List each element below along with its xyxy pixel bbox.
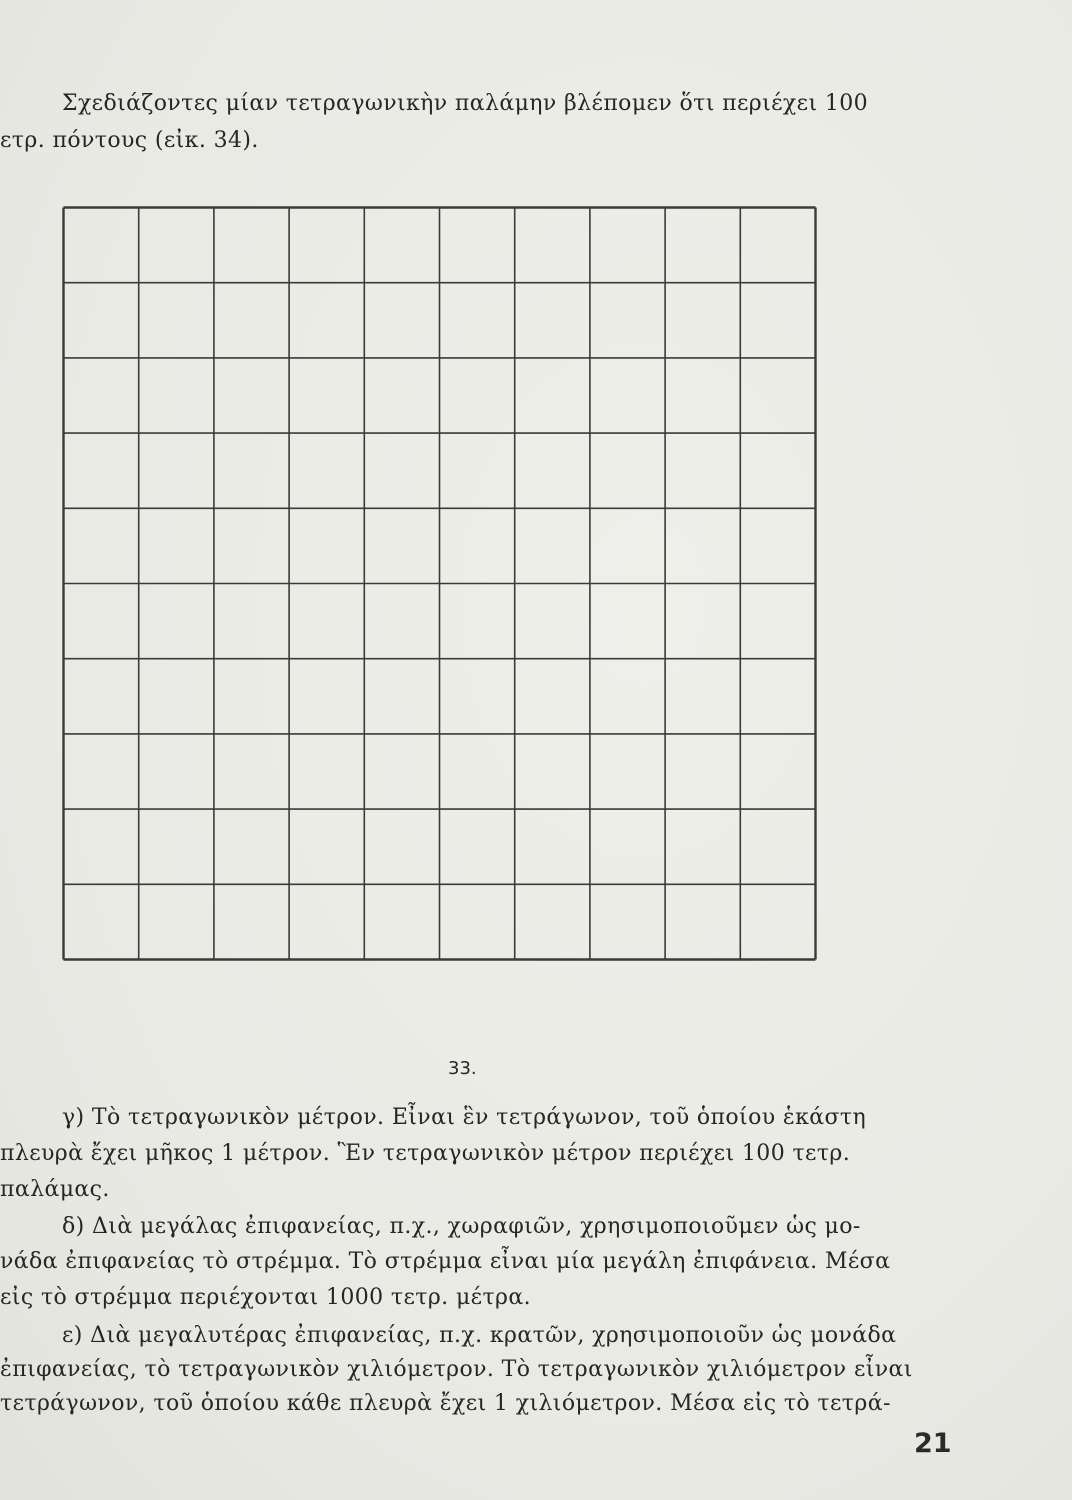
intro-line-2: ετρ. πόντους (εἰκ. 34). [0, 128, 259, 153]
figure-label: 33. [448, 1058, 477, 1079]
gamma-line-3: παλάμας. [0, 1177, 110, 1202]
epsilon-line-1: ε) Διὰ μεγαλυτέρας ἐπιφανείας, π.χ. κρατῶν, χρησιμοποιοῦν ὡς μονάδα [62, 1323, 897, 1348]
delta-line-1: δ) Διὰ μεγάλας ἐπιφανείας, π.χ., χωραφιῶν, χρησιμοποιοῦμεν ὡς μο- [62, 1214, 861, 1239]
page-number: 21 [914, 1428, 952, 1459]
delta-line-2: νάδα ἐπιφανείας τὸ στρέμμα. Τὸ στρέμμα εἶναι μία μεγάλη ἐπιφάνεια. Μέσα [0, 1249, 891, 1274]
gamma-line-1: γ) Τὸ τετραγωνικὸν μέτρον. Εἶναι ἓν τετράγωνον, τοῦ ὁποίου ἑκάστη [62, 1105, 867, 1130]
grid-svg [62, 206, 817, 961]
square-grid-figure [62, 206, 817, 961]
gamma-line-2: πλευρὰ ἔχει μῆκος 1 μέτρον. Ἓν τετραγωνικὸν μέτρον περιέχει 100 τετρ. [0, 1141, 851, 1166]
epsilon-line-3: τετράγωνον, τοῦ ὁποίου κάθε πλευρὰ ἔχει 1 χιλιόμετρον. Μέσα εἰς τὸ τετρά- [0, 1391, 891, 1416]
epsilon-line-2: ἐπιφανείας, τὸ τετραγωνικὸν χιλιόμετρον. Τὸ τετραγωνικὸν χιλιόμετρον εἶναι [0, 1357, 913, 1382]
intro-line-1: Σχεδιάζοντες μίαν τετραγωνικὴν παλάμην βλέπομεν ὅτι περιέχει 100 [62, 91, 869, 116]
delta-line-3: εἰς τὸ στρέμμα περιέχονται 1000 τετρ. μέτρα. [0, 1285, 532, 1310]
